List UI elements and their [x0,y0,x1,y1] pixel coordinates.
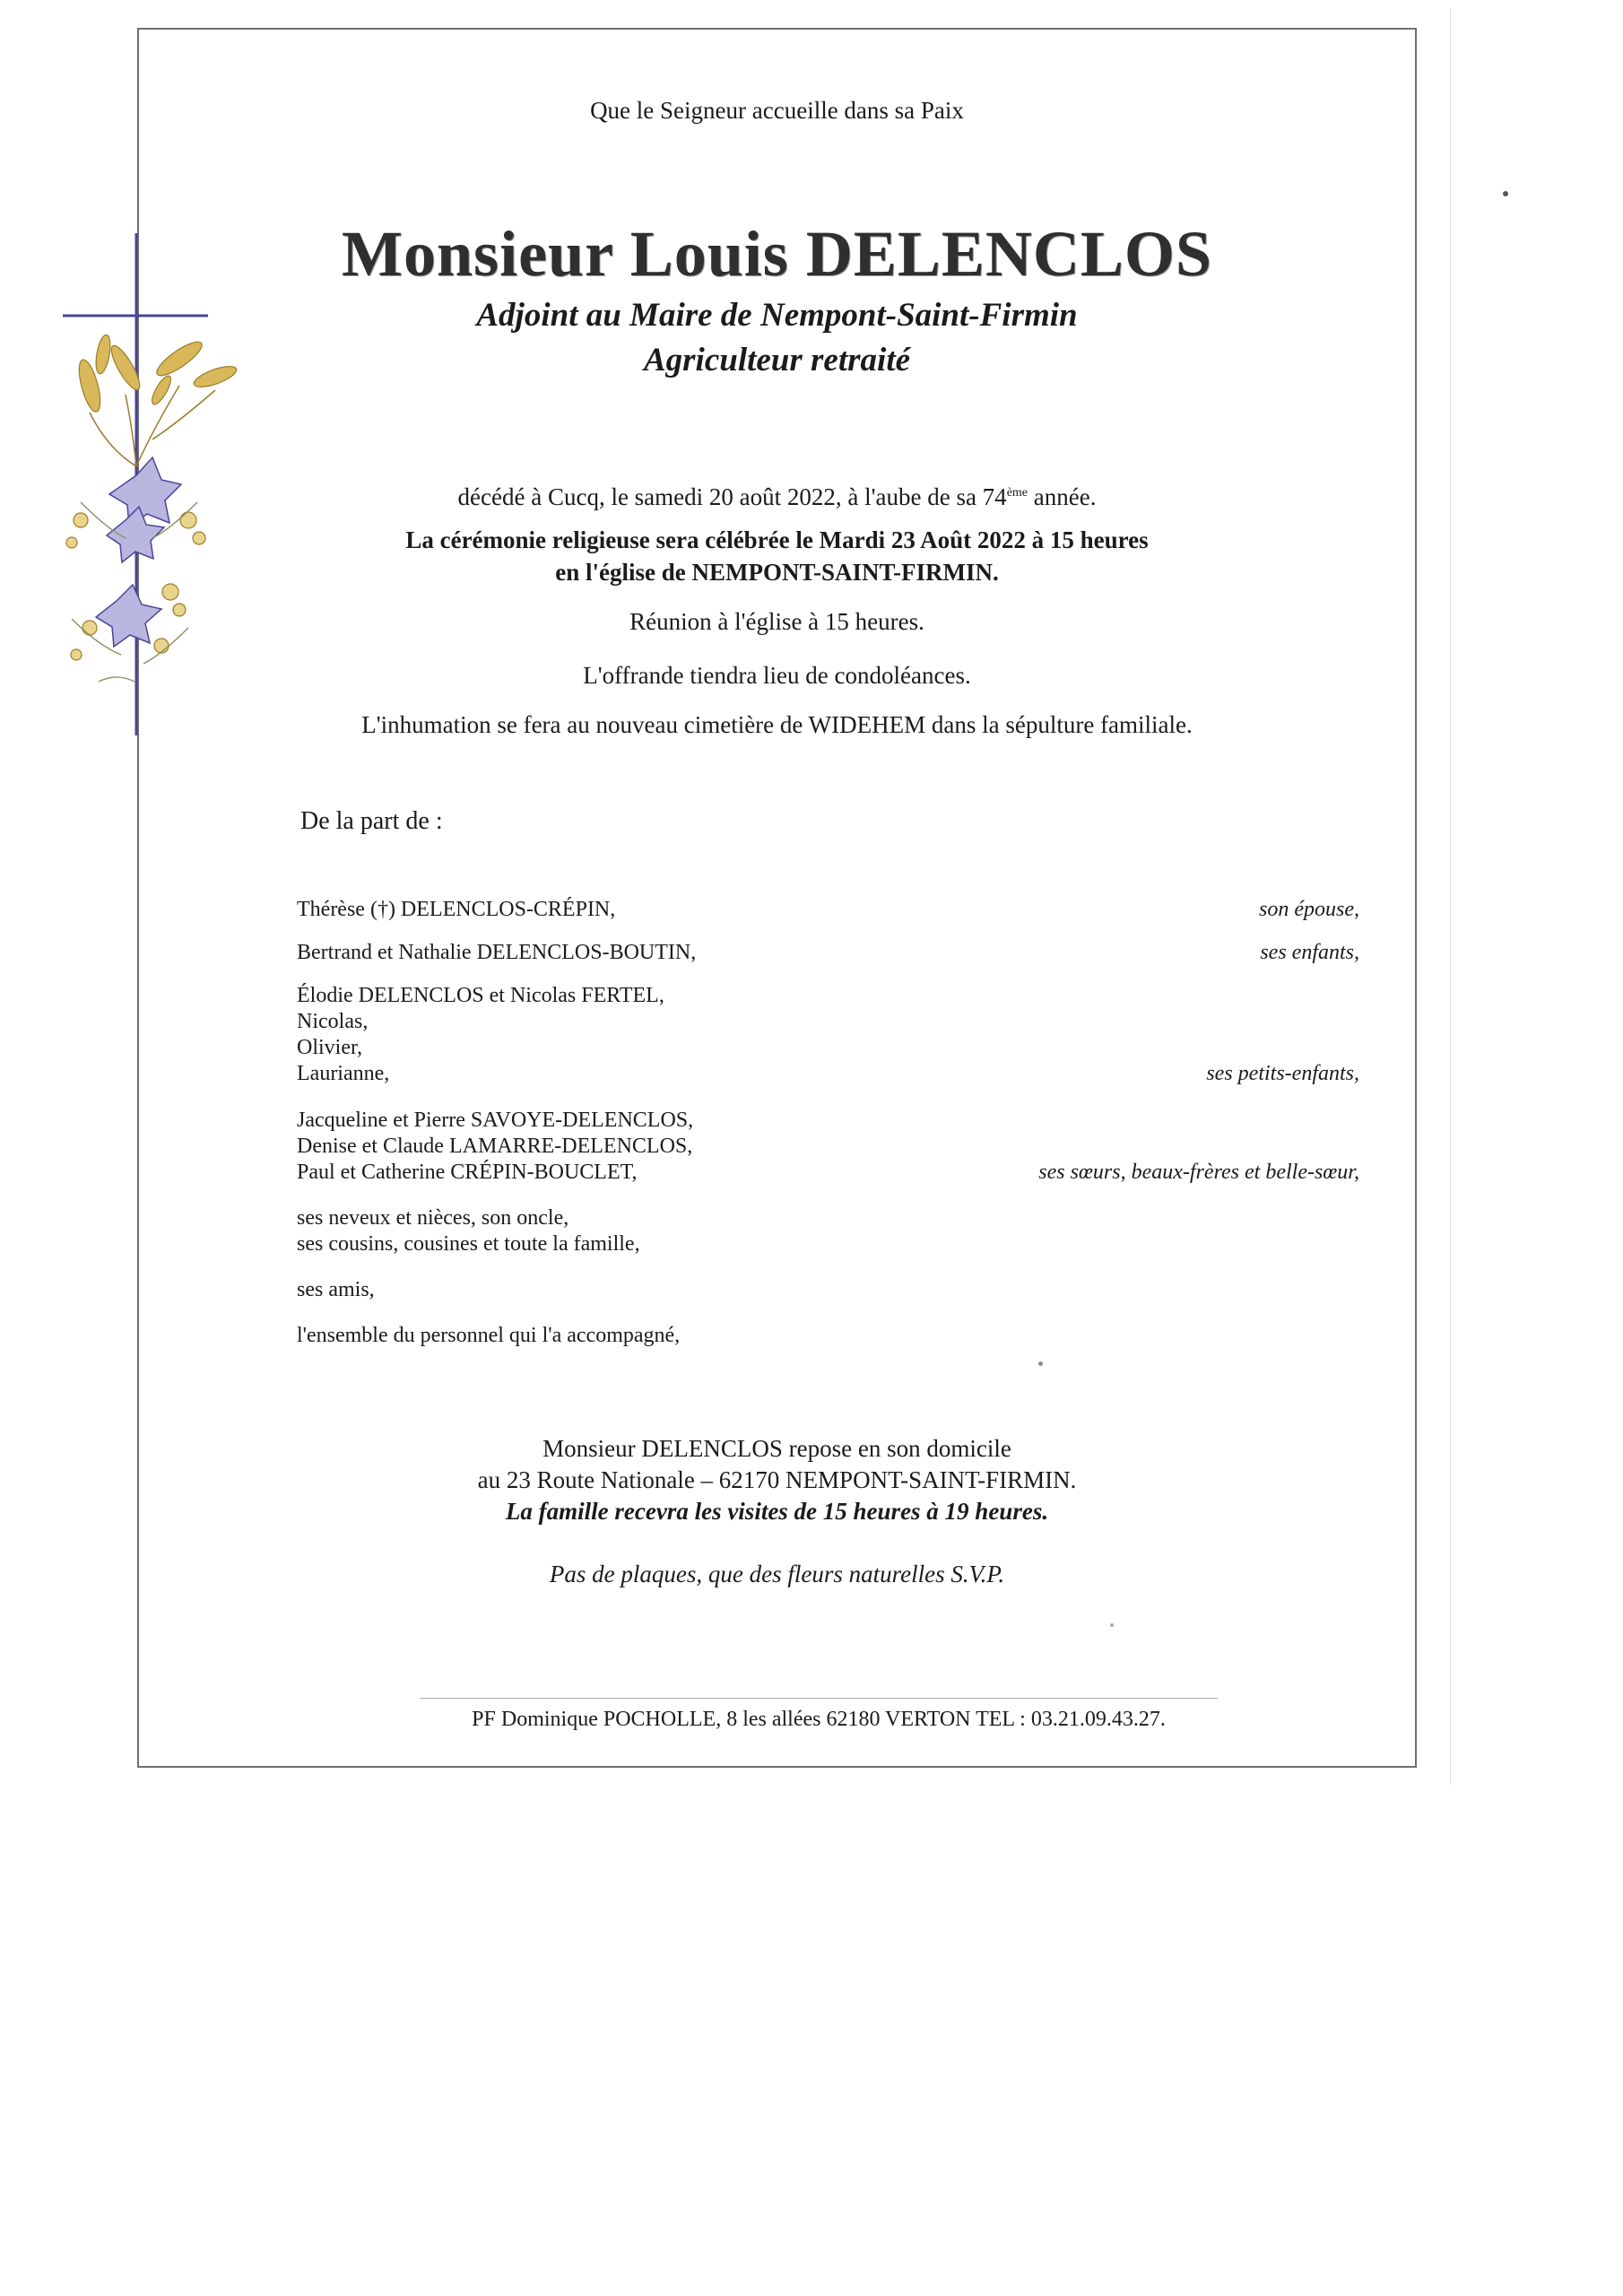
death-text: décédé à Cucq, le samedi 20 août 2022, à l'aube de sa 74 [457,483,1007,510]
offrande-info: L'offrande tiendra lieu de condoléances. [583,662,971,689]
family-relation: ses enfants, [1260,941,1359,964]
family-group [297,1323,1359,1349]
family-member: Paul et Catherine CRÉPIN-BOUCLET, [297,1161,638,1184]
family-member: Bertrand et Nathalie DELENCLOS-BOUTIN, [297,941,697,964]
family-member: Élodie DELENCLOS et Nicolas FERTEL, [297,984,664,1007]
family-member: Nicolas, [297,1010,369,1033]
repose-line: Monsieur DELENCLOS repose en son domicile [542,1435,1011,1462]
funeral-home-footer: PF Dominique POCHOLLE, 8 les allées 62180 VERTON TEL : 03.21.09.43.27. [420,1698,1218,1732]
family-member: Olivier, [297,1036,363,1059]
family-member: Thérèse (†) DELENCLOS-CRÉPIN, [297,898,616,921]
ceremony-line: en l'église de NEMPONT-SAINT-FIRMIN. [555,559,999,586]
family-relation: ses sœurs, beaux-frères et belle-sœur, [1038,1161,1359,1184]
role-title: Agriculteur retraité [643,342,911,378]
family-relation: ses petits-enfants, [1206,1062,1359,1085]
family-group [297,1205,1359,1257]
scan-speck [1038,1361,1043,1366]
family-member: l'ensemble du personnel qui l'a accompagné, [297,1324,681,1347]
inhumation-info: L'inhumation se fera au nouveau cimetière de WIDEHEM dans la sépulture familiale. [361,711,1193,738]
family-list [297,897,1359,1349]
role-title: Adjoint au Maire de Nempont-Saint-Firmin [476,297,1078,334]
ordinal-suffix: ème [1006,486,1028,500]
scan-speck [1503,191,1508,196]
family-member: Jacqueline et Pierre SAVOYE-DELENCLOS, [297,1109,694,1132]
page-edge-line [1450,9,1451,1785]
family-group [297,1108,1359,1186]
family-group [297,940,1359,966]
ceremony-line: La cérémonie religieuse sera célébrée le Mardi 23 Août 2022 à 15 heures [405,526,1149,553]
family-relation: son épouse, [1259,898,1359,921]
death-text-end: année. [1028,483,1097,510]
address-line: au 23 Route Nationale – 62170 NEMPONT-SAINT-FIRMIN. [477,1466,1077,1493]
family-member: Denise et Claude LAMARRE-DELENCLOS, [297,1135,693,1158]
family-group [297,897,1359,923]
ceremony-info [137,524,1417,588]
deceased-name: Monsieur Louis DELENCLOS [342,218,1212,290]
family-member: Laurianne, [297,1062,390,1085]
family-intro: De la part de : [300,807,443,835]
family-group [297,1277,1359,1303]
scan-speck [1110,1623,1114,1627]
reunion-info: Réunion à l'église à 15 heures. [629,608,924,635]
family-member: ses amis, [297,1278,375,1301]
death-announcement [137,477,1417,513]
invocation-text: Que le Seigneur accueille dans sa Paix [590,97,964,124]
visits-info: La famille recevra les visites de 15 heures à 19 heures. [505,1498,1049,1525]
family-member: ses cousins, cousines et toute la famille, [297,1232,640,1256]
repose-info [137,1433,1417,1527]
family-member: ses neveux et nièces, son oncle, [297,1206,569,1230]
flowers-note: Pas de plaques, que des fleurs naturelles S.V.P. [549,1561,1005,1587]
family-group [297,983,1359,1087]
